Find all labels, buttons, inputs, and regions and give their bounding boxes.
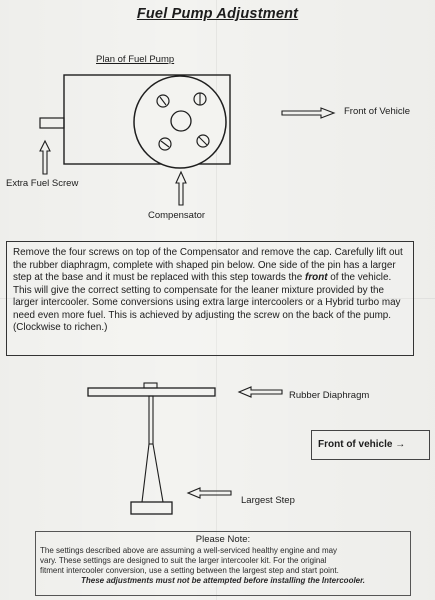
rubber-diaphragm-label: Rubber Diaphragm [289,390,370,401]
plan-of-fuel-pump-label: Plan of Fuel Pump [96,54,175,65]
pin-step-taper [142,444,163,502]
largest-step-label: Largest Step [241,495,295,506]
instructions-part-1: Remove the four screws on top of the Compensator and remove the cap. Carefully lift out the rubber diaphragm, complete with shaped pin below. One side of the pin has a larger step at the base and it must be replaced with this step towards the [13,247,403,283]
up-arrow-icon [176,172,186,205]
instructions-part-2: of the vehicle. This will give the correct setting to compensate for the leaner mixture provided by the larger intercooler. Some conversions using extra large intercoolers or a Hybrid turbo may need even more fuel. This is achieved by adjusting the screw on the back of the pump. (Clockwise to richen.) [13,272,401,333]
compensator-label: Compensator [148,210,206,221]
instructions-box [6,241,414,356]
compensator-circle [134,76,226,168]
note-line-1: The settings described above are assuming a well-serviced healthy engine and may [40,546,338,555]
instructions-text [13,247,407,335]
note-line-2: vary. These settings are designed to suit the larger intercooler kit. For the original [40,556,327,565]
please-note-box [35,531,411,596]
note-title: Please Note: [195,534,251,545]
left-arrow-icon [188,488,231,498]
left-arrow-icon [239,387,282,397]
front-of-vehicle-label: Front of Vehicle [344,106,411,117]
diaphragm-cap [144,383,157,388]
front-of-vehicle-box: Front of vehicle → [311,430,430,460]
note-warning: These adjustments must not be attempted before installing the Intercooler. [80,576,366,585]
document-title: Fuel Pump Adjustment [136,6,299,22]
extra-fuel-screw-label: Extra Fuel Screw [6,178,79,189]
pin-shaft [149,396,153,444]
up-arrow-icon [40,141,50,174]
diaphragm-plate [88,388,215,396]
note-line-3: fitment intercooler conversion, use a setting between the largest step and start point. [40,566,339,575]
extra-fuel-screw-stub [40,118,64,128]
pin-base [131,502,172,514]
front-emphasis: front [305,272,328,283]
front-arrow-icon [282,108,334,118]
